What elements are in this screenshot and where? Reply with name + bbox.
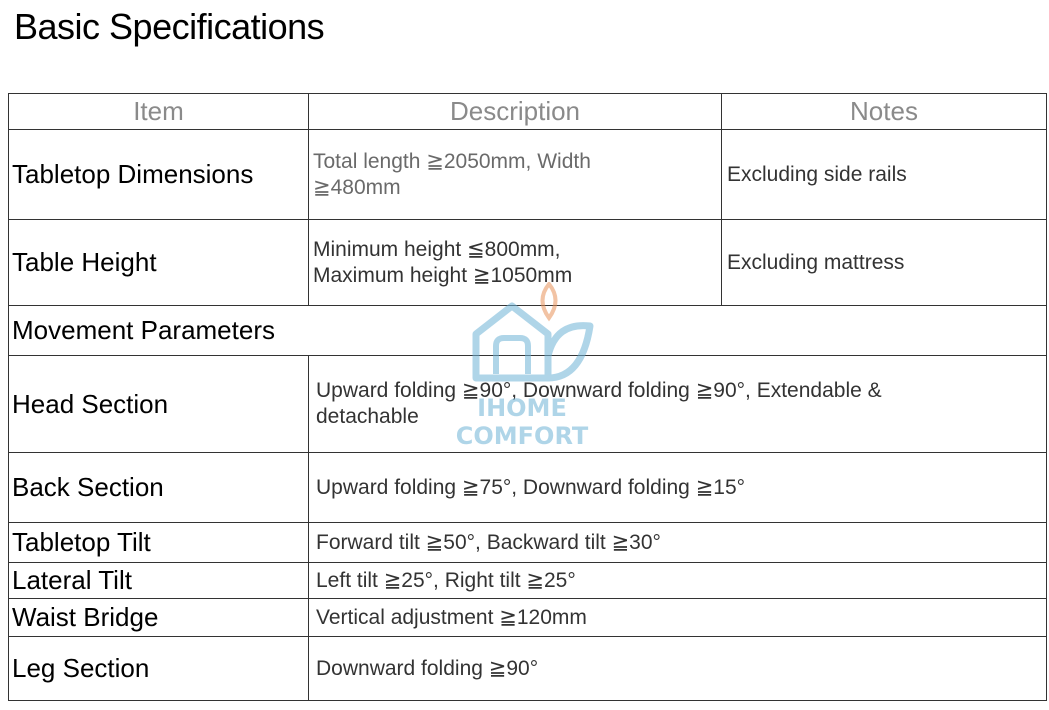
row-notes: Excluding mattress (722, 220, 1047, 306)
row-item: Head Section (9, 356, 309, 453)
description-line: ≧480mm (313, 175, 401, 199)
description-line: detachable (316, 405, 419, 428)
row-description (309, 130, 722, 220)
row-item: Back Section (9, 453, 309, 523)
description-line: Total length ≧2050mm, Width (313, 149, 591, 173)
row-item: Tabletop Dimensions (9, 130, 309, 220)
row-item: Leg Section (9, 637, 309, 701)
section-title: Movement Parameters (9, 306, 1047, 356)
row-item: Lateral Tilt (9, 563, 309, 599)
table-row (9, 453, 1047, 523)
row-description: Upward folding ≧75°, Downward folding ≧15° (309, 453, 1047, 523)
row-item: Waist Bridge (9, 599, 309, 637)
table-row (9, 130, 1047, 220)
header-item: Item (9, 94, 309, 130)
page-title: Basic Specifications (14, 6, 325, 47)
row-description: Forward tilt ≧50°, Backward tilt ≧30° (309, 523, 1047, 563)
header-description: Description (309, 94, 722, 130)
table-row (9, 220, 1047, 306)
table-row (9, 599, 1047, 637)
table-row (9, 563, 1047, 599)
watermark-text: IHOME COMFORT (455, 394, 589, 450)
row-description (309, 356, 1047, 453)
description-line: Upward folding ≧90°, Downward folding ≧90°, Extendable & (316, 379, 882, 402)
description-line: Maximum height ≧1050mm (313, 263, 573, 287)
table-row (9, 637, 1047, 701)
row-description: Downward folding ≧90° (309, 637, 1047, 701)
spec-table (8, 93, 1047, 701)
description-line: Minimum height ≦800mm, (313, 237, 561, 261)
header-row (9, 94, 1047, 130)
table-row (9, 356, 1047, 453)
row-item: Table Height (9, 220, 309, 306)
row-description (309, 220, 722, 306)
row-notes: Excluding side rails (722, 130, 1047, 220)
table-row (9, 523, 1047, 563)
row-item: Tabletop Tilt (9, 523, 309, 563)
header-notes: Notes (722, 94, 1047, 130)
section-row (9, 306, 1047, 356)
row-description: Vertical adjustment ≧120mm (309, 599, 1047, 637)
row-description: Left tilt ≧25°, Right tilt ≧25° (309, 563, 1047, 599)
